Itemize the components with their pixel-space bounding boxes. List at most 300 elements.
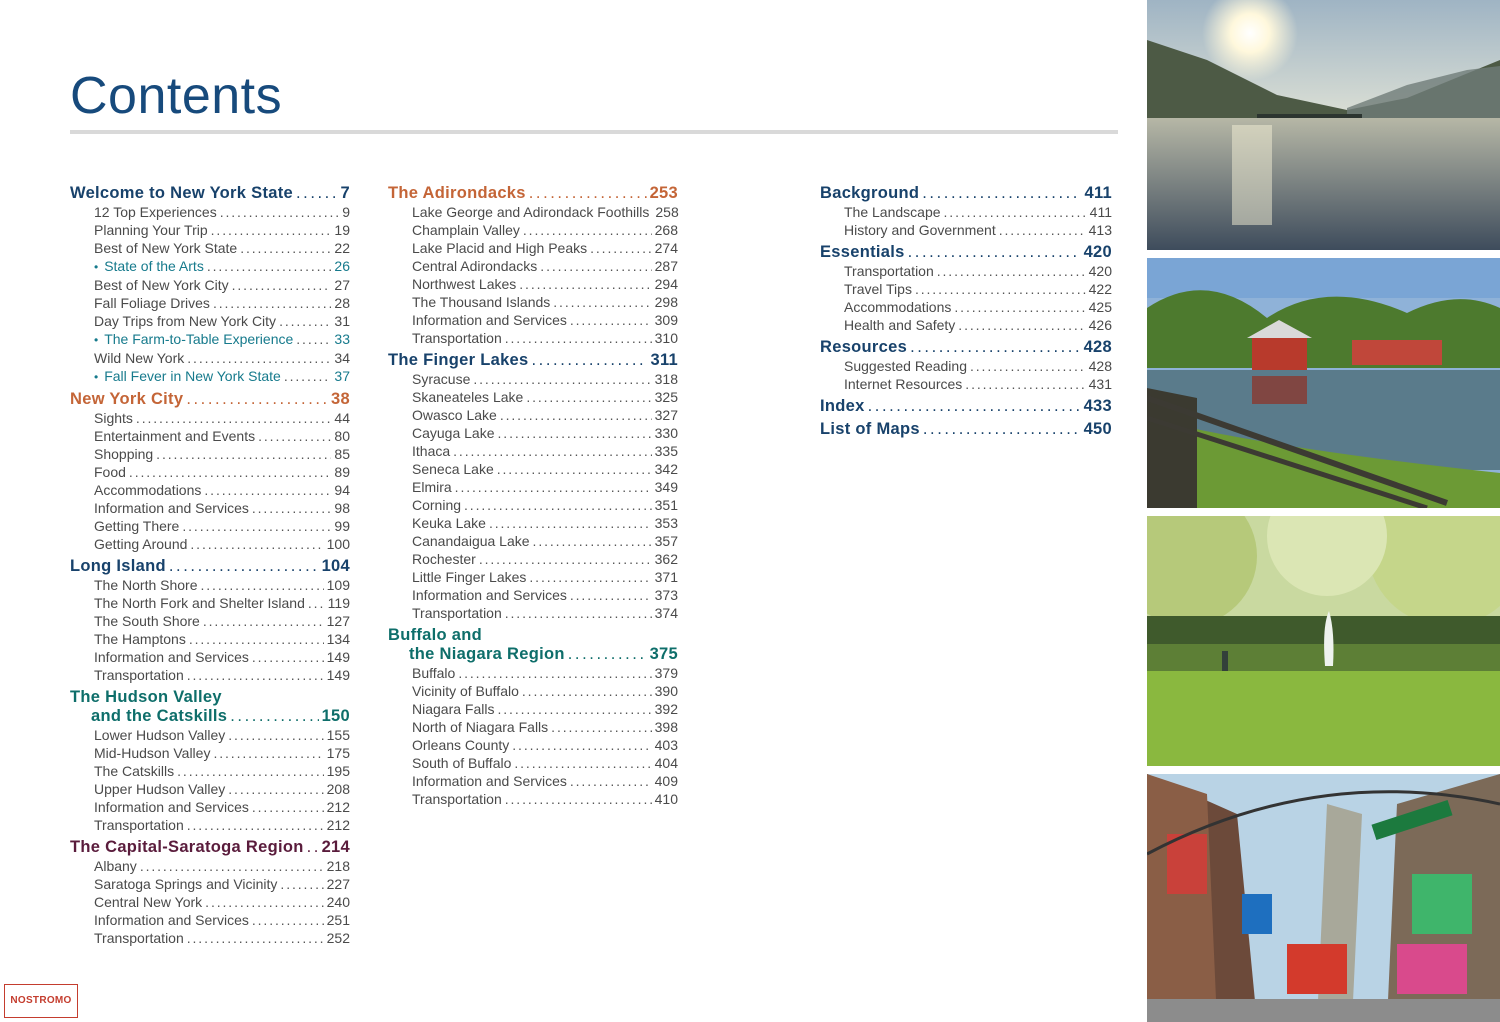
entry-label: Transportation	[412, 605, 502, 621]
section-title: Index	[820, 397, 865, 415]
toc-entry[interactable]	[70, 294, 350, 312]
title-divider	[70, 130, 1118, 134]
leader-dots	[944, 203, 1087, 221]
entry-page-number: 98	[334, 500, 350, 516]
entry-page-number: 318	[654, 371, 678, 387]
section-page-number: 214	[321, 838, 350, 856]
entry-page-number: 422	[1088, 281, 1112, 297]
entry-page-number: 252	[326, 930, 350, 946]
toc-entry[interactable]	[820, 203, 1112, 221]
toc-entry[interactable]	[70, 427, 350, 445]
toc-entry[interactable]	[388, 568, 678, 586]
entry-page-number: 149	[326, 667, 350, 683]
toc-section-heading[interactable]	[70, 184, 350, 203]
entry-label: Information and Services	[412, 312, 567, 328]
toc-entry[interactable]	[820, 221, 1112, 239]
entry-label: Information and Services	[412, 587, 567, 603]
entry-label: Central New York	[94, 894, 203, 910]
toc-entry[interactable]	[70, 312, 350, 330]
leader-dots	[453, 442, 652, 460]
leader-dots	[228, 726, 323, 744]
toc-section	[820, 420, 1112, 439]
leader-dots	[280, 875, 323, 893]
toc-entry[interactable]	[388, 682, 678, 700]
leader-dots	[505, 790, 652, 808]
entry-page-number: 373	[654, 587, 678, 603]
section-title: The Finger Lakes	[388, 351, 529, 369]
leader-dots	[190, 535, 323, 553]
toc-section	[70, 390, 350, 553]
entry-page-number: 26	[334, 258, 350, 274]
toc-entry[interactable]	[388, 790, 678, 808]
leader-dots	[505, 604, 652, 622]
section-title: and the Catskills	[91, 707, 228, 725]
leader-dots	[207, 257, 332, 275]
toc-entry[interactable]	[70, 535, 350, 553]
toc-entry[interactable]	[388, 496, 678, 514]
toc-section	[388, 184, 678, 347]
section-page-number: 253	[649, 184, 678, 202]
toc-section-heading[interactable]	[820, 420, 1112, 439]
entry-label: The Farm-to-Table Experience	[104, 331, 294, 347]
toc-section	[70, 557, 350, 684]
entry-label: Rochester	[412, 551, 476, 567]
toc-entry[interactable]	[70, 517, 350, 535]
entry-page-number: 19	[334, 222, 350, 238]
entry-label: Getting There	[94, 518, 180, 534]
leader-dots	[211, 221, 332, 239]
toc-entry[interactable]	[70, 612, 350, 630]
entry-label: Transportation	[412, 791, 502, 807]
toc-entry[interactable]	[388, 736, 678, 754]
entry-page-number: 426	[1088, 317, 1112, 333]
section-page-number: 311	[650, 351, 678, 369]
entry-label: The Catskills	[94, 763, 175, 779]
leader-dots	[570, 772, 652, 790]
entry-label: Travel Tips	[844, 281, 912, 297]
toc-entry[interactable]	[70, 349, 350, 367]
leader-dots	[252, 911, 324, 929]
entry-page-number: 218	[326, 858, 350, 874]
entry-page-number: 410	[654, 791, 678, 807]
toc-entry[interactable]	[388, 329, 678, 347]
toc-column-1	[70, 184, 350, 951]
toc-entry[interactable]	[388, 406, 678, 424]
entry-page-number: 240	[326, 894, 350, 910]
entry-page-number: 327	[654, 407, 678, 423]
entry-page-number: 379	[654, 665, 678, 681]
entry-label: Seneca Lake	[412, 461, 494, 477]
section-title: Resources	[820, 338, 908, 356]
entry-label: Lower Hudson Valley	[94, 727, 226, 743]
leader-dots	[169, 557, 319, 576]
leader-dots	[205, 893, 323, 911]
toc-section-heading[interactable]	[388, 184, 678, 203]
leader-dots	[497, 460, 652, 478]
entry-page-number: 428	[1088, 358, 1112, 374]
leader-dots	[203, 612, 324, 630]
toc-entry[interactable]	[70, 576, 350, 594]
toc-column-3	[820, 184, 1112, 443]
leader-dots	[522, 682, 652, 700]
entry-label: North of Niagara Falls	[412, 719, 549, 735]
lake-sunrise-photo	[1147, 0, 1500, 250]
entry-label: Little Finger Lakes	[412, 569, 527, 585]
entry-page-number: 353	[654, 515, 678, 531]
entry-page-number: 212	[326, 799, 350, 815]
entry-page-number: 227	[326, 876, 350, 892]
entry-label: Champlain Valley	[412, 222, 520, 238]
entry-page-number: 27	[334, 277, 350, 293]
leader-dots	[923, 420, 1081, 439]
entry-label: Getting Around	[94, 536, 188, 552]
toc-entry[interactable]	[70, 221, 350, 239]
toc-section-heading[interactable]	[820, 338, 1112, 357]
entry-page-number: 85	[334, 446, 350, 462]
entry-page-number: 258	[655, 204, 679, 220]
entry-page-number: 420	[1088, 263, 1112, 279]
photo-strip	[1147, 0, 1500, 1022]
toc-entry[interactable]	[820, 375, 1112, 393]
leader-dots	[307, 838, 319, 857]
section-title: Welcome to New York State	[70, 184, 293, 202]
toc-entry[interactable]	[70, 762, 350, 780]
leader-dots	[296, 184, 338, 203]
section-title-line1: Buffalo and	[388, 626, 483, 644]
entry-page-number: 409	[654, 773, 678, 789]
entry-page-number: 251	[326, 912, 350, 928]
entry-page-number: 268	[654, 222, 678, 238]
leader-dots	[186, 390, 328, 409]
toc-section	[70, 184, 350, 386]
section-page-number: 38	[331, 390, 350, 408]
toc-section	[820, 243, 1112, 334]
entry-page-number: 80	[334, 428, 350, 444]
toc-entry[interactable]	[388, 275, 678, 293]
leader-dots	[505, 329, 652, 347]
toc-entry[interactable]	[70, 911, 350, 929]
toc-entry[interactable]	[70, 630, 350, 648]
entry-label: Transportation	[412, 330, 502, 346]
entry-page-number: 134	[326, 631, 350, 647]
entry-page-number: 34	[334, 350, 350, 366]
entry-page-number: 212	[326, 817, 350, 833]
toc-entry[interactable]	[388, 700, 678, 718]
toc-entry[interactable]	[70, 648, 350, 666]
park-fountain-photo	[1147, 516, 1500, 766]
entry-page-number: 403	[654, 737, 678, 753]
toc-entry[interactable]	[820, 316, 1112, 334]
entry-label: Lake Placid and High Peaks	[412, 240, 588, 256]
leader-dots	[532, 351, 648, 370]
section-title: List of Maps	[820, 420, 920, 438]
entry-label: Fall Foliage Drives	[94, 295, 210, 311]
entry-label: Vicinity of Buffalo	[412, 683, 519, 699]
toc-entry[interactable]	[70, 726, 350, 744]
leader-dots	[551, 718, 651, 736]
bullet-icon: •	[94, 260, 99, 274]
leader-dots	[177, 762, 324, 780]
toc-section-heading[interactable]	[70, 390, 350, 409]
toc-entry[interactable]	[820, 357, 1112, 375]
leader-dots	[182, 517, 331, 535]
toc-section-heading[interactable]	[70, 557, 350, 576]
entry-label: Health and Safety	[844, 317, 956, 333]
toc-entry[interactable]	[70, 875, 350, 893]
entry-label: History and Government	[844, 222, 996, 238]
toc-entry[interactable]	[70, 203, 350, 221]
entry-label: Mid-Hudson Valley	[94, 745, 211, 761]
toc-feature-entry[interactable]	[70, 367, 350, 386]
toc-entry[interactable]	[820, 280, 1112, 298]
entry-page-number: 274	[654, 240, 678, 256]
bullet-icon: •	[94, 370, 99, 384]
entry-page-number: 362	[654, 551, 678, 567]
section-page-number: 375	[649, 645, 678, 663]
leader-dots	[954, 298, 1085, 316]
entry-label: South of Buffalo	[412, 755, 512, 771]
toc-entry[interactable]	[388, 293, 678, 311]
toc-entry[interactable]	[70, 798, 350, 816]
entry-label: Fall Fever in New York State	[104, 368, 281, 384]
red-barn-pond-photo	[1147, 258, 1500, 508]
toc-entry[interactable]	[70, 780, 350, 798]
toc-section	[70, 838, 350, 947]
leader-dots	[529, 184, 647, 203]
entry-label: Information and Services	[94, 799, 249, 815]
entry-page-number: 94	[334, 482, 350, 498]
toc-entry[interactable]	[388, 550, 678, 568]
entry-label: Suggested Reading	[844, 358, 967, 374]
toc-entry[interactable]	[388, 370, 678, 388]
entry-page-number: 371	[654, 569, 678, 585]
toc-entry[interactable]	[820, 298, 1112, 316]
entry-page-number: 390	[654, 683, 678, 699]
toc-entry[interactable]	[388, 388, 678, 406]
toc-section	[70, 688, 350, 834]
toc-entry[interactable]	[388, 442, 678, 460]
toc-entry[interactable]	[388, 514, 678, 532]
leader-dots	[523, 221, 652, 239]
entry-page-number: 127	[326, 613, 350, 629]
toc-entry[interactable]	[388, 239, 678, 257]
entry-label: Corning	[412, 497, 462, 513]
entry-label: Information and Services	[412, 773, 567, 789]
toc-entry[interactable]	[70, 594, 350, 612]
entry-page-number: 309	[654, 312, 678, 328]
toc-entry[interactable]	[70, 463, 350, 481]
entry-label: Transportation	[844, 263, 934, 279]
entry-label: Information and Services	[94, 500, 249, 516]
section-title: the Niagara Region	[409, 645, 565, 663]
entry-page-number: 33	[334, 331, 350, 347]
toc-entry[interactable]	[70, 816, 350, 834]
entry-label: Orleans County	[412, 737, 510, 753]
entry-page-number: 31	[334, 313, 350, 329]
leader-dots	[189, 630, 324, 648]
entry-page-number: 342	[654, 461, 678, 477]
entry-page-number: 195	[326, 763, 350, 779]
toc-section-heading[interactable]	[70, 838, 350, 857]
entry-label: Internet Resources	[844, 376, 963, 392]
toc-feature-entry[interactable]	[70, 257, 350, 276]
toc-entry[interactable]	[70, 409, 350, 427]
toc-entry[interactable]	[388, 586, 678, 604]
entry-label: Niagara Falls	[412, 701, 495, 717]
leader-dots	[240, 239, 331, 257]
entry-page-number: 392	[654, 701, 678, 717]
toc-entry[interactable]	[70, 666, 350, 684]
section-page-number: 104	[321, 557, 350, 575]
entry-page-number: 310	[654, 330, 678, 346]
entry-label: Day Trips from New York City	[94, 313, 277, 329]
entry-page-number: 89	[334, 464, 350, 480]
section-page-number: 433	[1083, 397, 1112, 415]
toc-entry[interactable]	[388, 424, 678, 442]
entry-page-number: 294	[654, 276, 678, 292]
entry-label: Transportation	[94, 817, 184, 833]
entry-page-number: 155	[326, 727, 350, 743]
entry-label: The South Shore	[94, 613, 200, 629]
toc-entry[interactable]	[388, 203, 678, 221]
toc-entry[interactable]	[70, 857, 350, 875]
toc-entry[interactable]	[388, 754, 678, 772]
entry-page-number: 44	[334, 410, 350, 426]
toc-section-heading[interactable]	[388, 351, 678, 370]
section-page-number: 150	[321, 707, 350, 725]
toc-entry[interactable]	[70, 276, 350, 294]
entry-page-number: 349	[654, 479, 678, 495]
entry-label: The North Shore	[94, 577, 198, 593]
leader-dots	[140, 857, 324, 875]
leader-dots	[497, 700, 651, 718]
entry-label: Wild New York	[94, 350, 185, 366]
leader-dots	[910, 338, 1080, 357]
leader-dots	[514, 754, 651, 772]
toc-entry[interactable]	[388, 478, 678, 496]
leader-dots	[937, 262, 1086, 280]
toc-entry[interactable]	[388, 532, 678, 550]
leader-dots	[187, 929, 324, 947]
entry-label: The Thousand Islands	[412, 294, 551, 310]
leader-dots	[455, 478, 652, 496]
leader-dots	[498, 424, 652, 442]
toc-section-heading[interactable]	[820, 243, 1112, 262]
toc-entry[interactable]	[388, 311, 678, 329]
entry-page-number: 325	[654, 389, 678, 405]
toc-entry[interactable]	[820, 262, 1112, 280]
entry-page-number: 357	[654, 533, 678, 549]
toc-entry[interactable]	[70, 744, 350, 762]
entry-label: Owasco Lake	[412, 407, 497, 423]
toc-entry[interactable]	[388, 664, 678, 682]
leader-dots	[201, 576, 324, 594]
leader-dots	[915, 280, 1086, 298]
toc-entry[interactable]	[70, 893, 350, 911]
entry-label: Cayuga Lake	[412, 425, 495, 441]
entry-label: Sights	[94, 410, 133, 426]
entry-page-number: 109	[326, 577, 350, 593]
toc-entry[interactable]	[70, 445, 350, 463]
leader-dots	[473, 370, 651, 388]
entry-page-number: 425	[1088, 299, 1112, 315]
toc-section	[388, 626, 678, 808]
toc-section-heading[interactable]	[820, 184, 1112, 203]
section-title-line1: The Hudson Valley	[70, 688, 222, 706]
leader-dots	[512, 736, 651, 754]
leader-dots	[284, 367, 332, 385]
toc-section	[820, 338, 1112, 393]
entry-page-number: 398	[654, 719, 678, 735]
entry-label: The Landscape	[844, 204, 941, 220]
toc-entry[interactable]	[388, 257, 678, 275]
leader-dots	[533, 532, 652, 550]
toc-section-heading[interactable]	[820, 397, 1112, 416]
leader-dots	[187, 349, 331, 367]
toc-entry[interactable]	[388, 772, 678, 790]
entry-page-number: 287	[654, 258, 678, 274]
toc-entry[interactable]	[388, 718, 678, 736]
entry-label: The Hamptons	[94, 631, 186, 647]
entry-page-number: 431	[1088, 376, 1112, 392]
entry-page-number: 208	[326, 781, 350, 797]
section-page-number: 450	[1083, 420, 1112, 438]
leader-dots	[489, 514, 652, 532]
toc-section-heading[interactable]	[70, 707, 350, 726]
section-page-number: 7	[340, 184, 350, 202]
entry-label: Northwest Lakes	[412, 276, 517, 292]
toc-entry[interactable]	[70, 481, 350, 499]
toc-entry[interactable]	[70, 499, 350, 517]
toc-entry[interactable]	[388, 604, 678, 622]
section-page-number: 420	[1083, 243, 1112, 261]
toc-entry[interactable]	[388, 460, 678, 478]
leader-dots	[252, 499, 332, 517]
entry-page-number: 298	[654, 294, 678, 310]
entry-label: Buffalo	[412, 665, 456, 681]
leader-dots	[458, 664, 651, 682]
entry-label: Upper Hudson Valley	[94, 781, 226, 797]
entry-page-number: 404	[654, 755, 678, 771]
toc-entry[interactable]	[70, 929, 350, 947]
toc-section-heading[interactable]	[388, 645, 678, 664]
leader-dots	[258, 427, 331, 445]
entry-label: 12 Top Experiences	[94, 204, 217, 220]
entry-label: Albany	[94, 858, 137, 874]
entry-label: Food	[94, 464, 126, 480]
entry-label: State of the Arts	[104, 258, 204, 274]
leader-dots	[187, 816, 324, 834]
toc-feature-entry[interactable]	[70, 330, 350, 349]
entry-page-number: 413	[1088, 222, 1112, 238]
toc-entry[interactable]	[70, 239, 350, 257]
leader-dots	[204, 481, 331, 499]
leader-dots	[999, 221, 1086, 239]
leader-dots	[232, 276, 332, 294]
entry-page-number: 119	[327, 595, 350, 611]
toc-entry[interactable]	[388, 221, 678, 239]
leader-dots	[922, 184, 1081, 203]
toc-section	[820, 184, 1112, 239]
leader-dots	[568, 645, 647, 664]
section-title: Background	[820, 184, 920, 202]
toc-section	[820, 397, 1112, 416]
entry-page-number: 335	[654, 443, 678, 459]
leader-dots	[220, 203, 339, 221]
entry-label: Shopping	[94, 446, 154, 462]
entry-page-number: 374	[654, 605, 678, 621]
leader-dots	[868, 397, 1081, 416]
